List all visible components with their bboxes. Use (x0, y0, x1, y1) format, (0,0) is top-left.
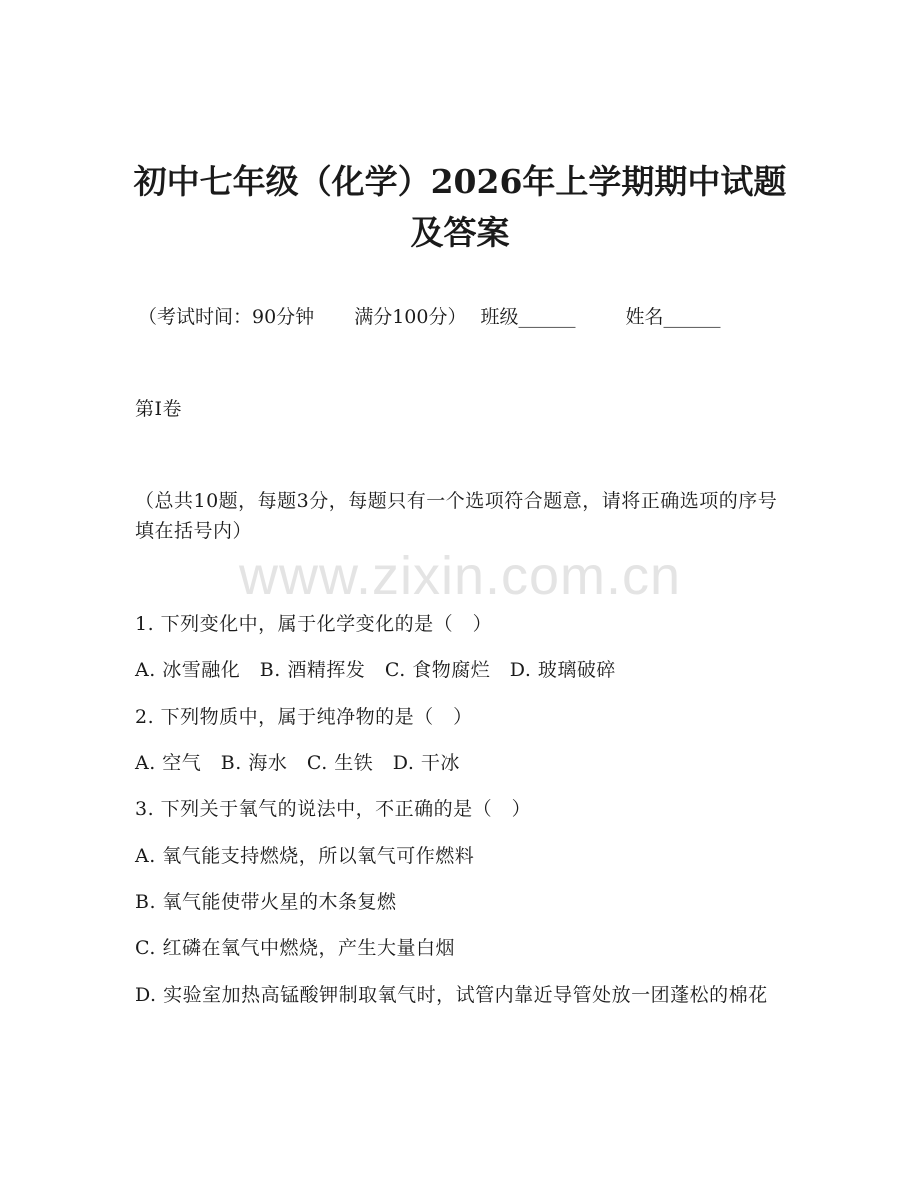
class-field: 班级______ (480, 306, 576, 328)
exam-time: （考试时间：90分钟 (138, 306, 315, 328)
question-3-option-b: B. 氧气能使带火星的木条复燃 (135, 891, 397, 913)
instructions: （总共10题，每题3分，每题只有一个选项符合题意，请将正确选项的序号填在括号内） (135, 490, 778, 542)
watermark: www.zixin.com.cn (238, 546, 682, 606)
question-2-stem: 2. 下列物质中，属于纯净物的是（ ） (135, 706, 473, 728)
question-2-options: A. 空气 B. 海水 C. 生铁 D. 干冰 (135, 752, 460, 774)
question-3-stem: 3. 下列关于氧气的说法中，不正确的是（ ） (135, 798, 532, 820)
question-1-stem: 1. 下列变化中，属于化学变化的是（ ） (135, 613, 493, 635)
question-1-options: A. 冰雪融化 B. 酒精挥发 C. 食物腐烂 D. 玻璃破碎 (135, 659, 616, 681)
question-3-option-a: A. 氧气能支持燃烧，所以氧气可作燃料 (135, 845, 475, 867)
document-title-continued: 及答案 (410, 213, 510, 252)
question-3-option-c: C. 红磷在氧气中燃烧，产生大量白烟 (135, 937, 455, 959)
section-heading: 第Ⅰ卷 (135, 398, 183, 420)
name-field: 姓名______ (625, 306, 721, 328)
question-3-option-d: D. 实验室加热高锰酸钾制取氧气时，试管内靠近导管处放一团蓬松的棉花 (135, 984, 768, 1006)
document-title: 初中七年级（化学）2026年上学期期中试题 (133, 162, 787, 201)
exam-full-score: 满分100分） (354, 306, 467, 328)
exam-info-line (138, 302, 788, 329)
